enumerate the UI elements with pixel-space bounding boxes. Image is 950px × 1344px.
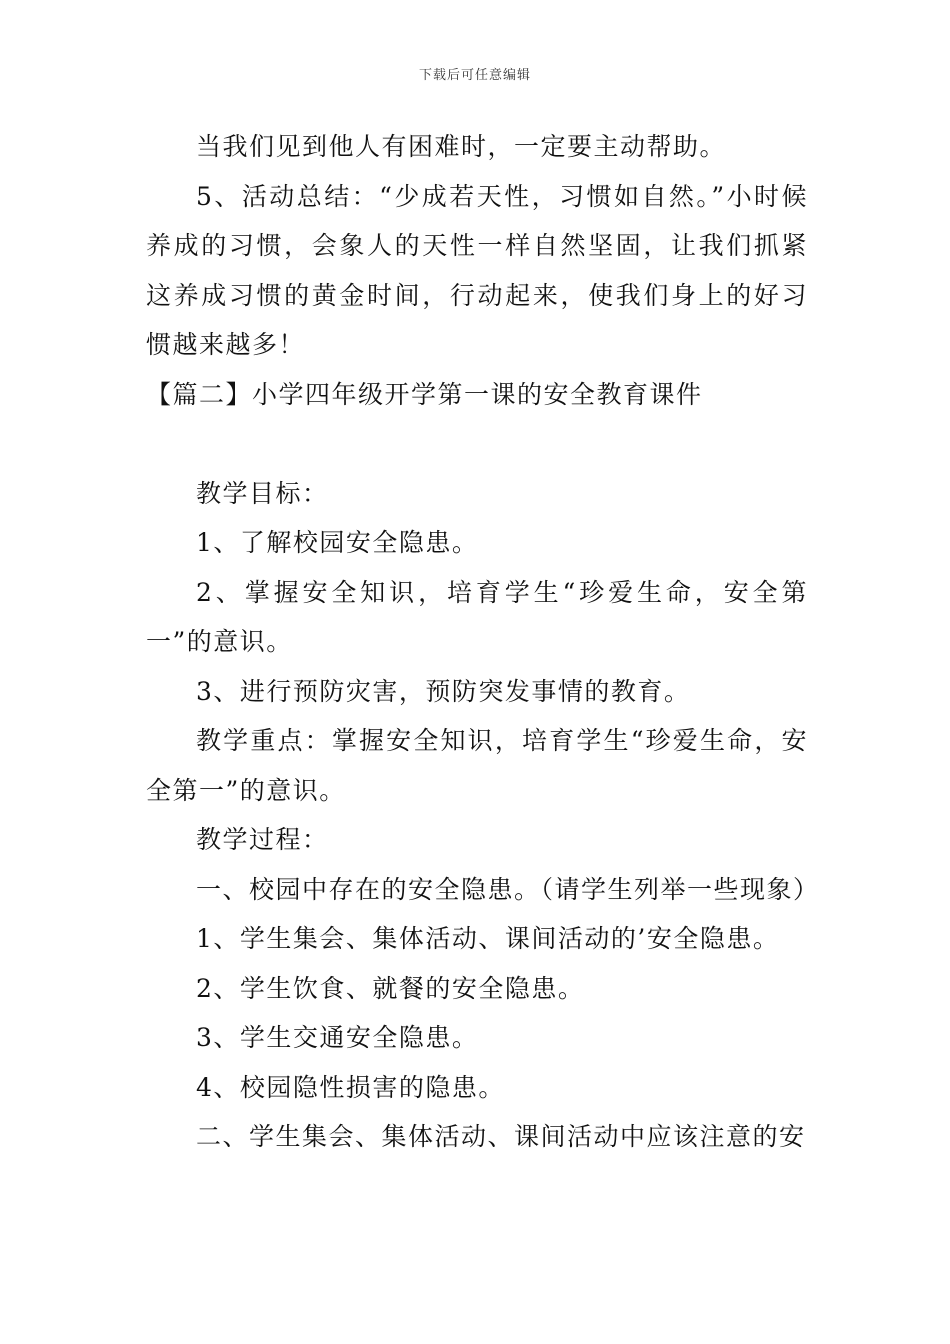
paragraph: 教学目标： — [196, 478, 329, 508]
paragraph: 一、校园中存在的安全隐患。（请学生列举一些现象） — [196, 874, 820, 904]
paragraph: 3、学生交通安全隐患。 — [196, 1023, 479, 1052]
paragraph: 二、学生集会、集体活动、课间活动中应该注意的安 — [196, 1122, 806, 1151]
paragraph: 当我们见到他人有困难时，一定要主动帮助。 — [196, 132, 727, 161]
paragraph: 教学过程： — [196, 825, 329, 854]
paragraph: 3、进行预防灾害，预防突发事情的教育。 — [196, 676, 691, 706]
blank-line — [146, 419, 808, 469]
paragraph: 4、校园隐性损害的隐患。 — [196, 1072, 505, 1102]
paragraph: 5、活动总结：“少成若天性，习惯如自然。”小时候养成的习惯，会象人的天性一样自然坚固，让我们抓紧这养成习惯的黄金时间，行动起来，使我们身上的好习惯越来越多！ — [146, 181, 808, 359]
paragraph: 1、了解校园安全隐患。 — [196, 528, 479, 557]
section-heading: 【篇二】小学四年级开学第一课的安全教育课件 — [146, 379, 703, 409]
paragraph: 2、掌握安全知识，培育学生“珍爱生命，安全第一”的意识。 — [146, 577, 808, 656]
page-header-watermark: 下载后可任意编辑 — [418, 68, 531, 83]
paragraph: 1、学生集会、集体活动、课间活动的’安全隐患。 — [196, 924, 780, 953]
paragraph: 2、学生饮食、就餐的安全隐患。 — [196, 973, 585, 1003]
paragraph: 教学重点：掌握安全知识，培育学生“珍爱生命，安全第一”的意识。 — [146, 726, 808, 805]
document-body — [146, 122, 820, 1162]
